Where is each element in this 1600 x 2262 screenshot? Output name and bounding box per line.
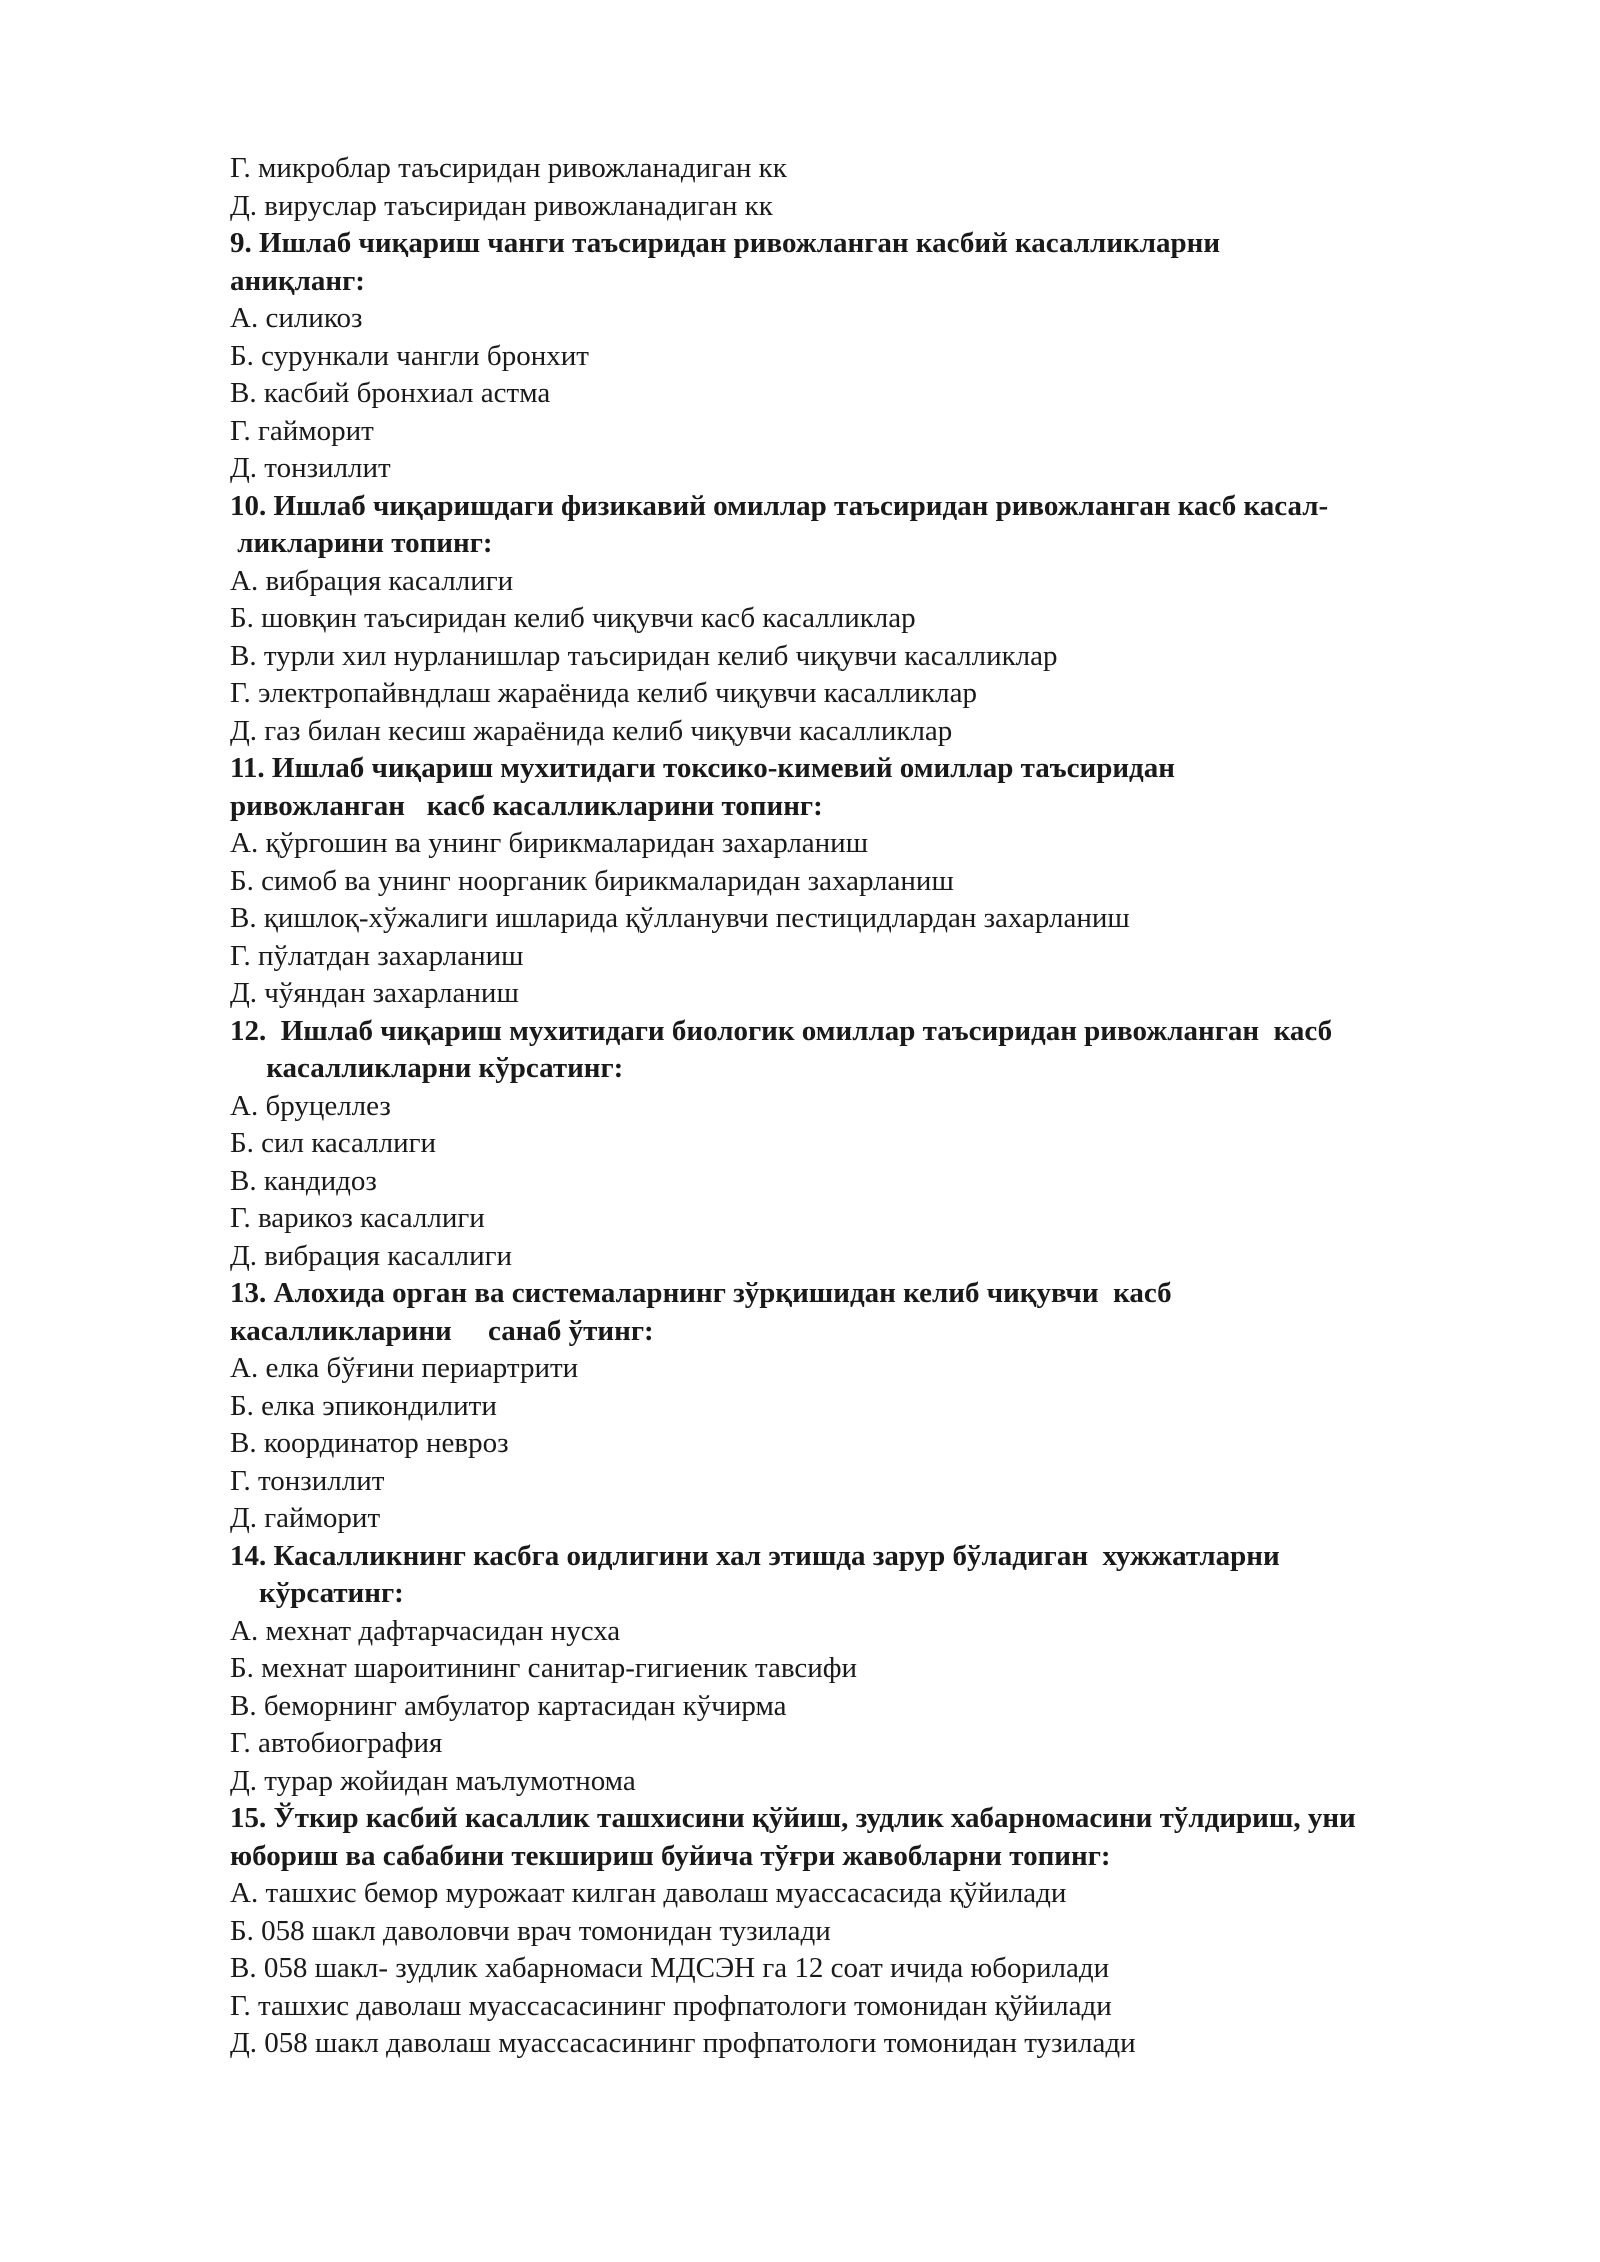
question-11	[230, 750, 1530, 1013]
question-13	[230, 1275, 1530, 1538]
lead-options	[230, 150, 1530, 225]
answer-option: Г. пўлатдан захарланиш	[230, 939, 524, 972]
answer-option: В. қишлоқ-хўжалиги ишларида қўлланувчи пестицидлардан захарланиш	[230, 902, 1130, 934]
question-15	[230, 1800, 1530, 2063]
answer-option: Б. 058 шакл даволовчи врач томонидан тузилади	[230, 1914, 831, 1947]
question-title: 12. Ишлаб чиқариш мухитидаги биологик омиллар таъсиридан ривожланган касб	[230, 1014, 1333, 1047]
answer-option: Г. автобиография	[230, 1727, 443, 1759]
answer-option: Г. электропайвндлаш жараёнида келиб чиқувчи касалликлар	[230, 677, 978, 709]
answer-option: А. бруцеллез	[230, 1089, 391, 1122]
document-page	[230, 150, 1530, 2063]
question-title: 15. Ўткир касбий касаллик ташхисини қўйиш, зудлик хабарномасини тўлдириш, уни	[230, 1802, 1356, 1834]
question-title: 13. Алохида орган ва системаларнинг зўрқишидан келиб чиқувчи касб	[230, 1277, 1172, 1309]
answer-option: А. ташхис бемор мурожаат килган даволаш муассасасида қўйилади	[230, 1877, 1067, 1909]
answer-option: А. силикоз	[230, 302, 363, 334]
answer-option: А. елка бўғини периартрити	[230, 1352, 579, 1384]
question-14	[230, 1538, 1530, 1801]
question-title-cont: касалликларини санаб ўтинг:	[230, 1314, 654, 1347]
answer-option: Д. турар жойидан маълумотнома	[230, 1764, 636, 1797]
answer-option: В. турли хил нурланишлар таъсиридан келиб чиқувчи касалликлар	[230, 639, 1058, 672]
answer-option: Г. микроблар таъсиридан ривожланадиган кк	[230, 152, 787, 184]
question-title-cont: кўрсатинг:	[230, 1577, 404, 1609]
answer-option: Б. сурункали чангли бронхит	[230, 339, 589, 372]
answer-option: В. касбий бронхиал астма	[230, 377, 551, 409]
answer-option: Г. гайморит	[230, 414, 374, 447]
question-title: 9. Ишлаб чиқариш чанги таъсиридан ривожланган касбий касалликларни	[230, 227, 1221, 259]
question-title-cont: юбориш ва сабабини текшириш буйича тўғри жавобларни топинг:	[230, 1839, 1111, 1872]
question-title: 14. Касалликнинг касбга оидлигини хал этишда зарур бўладиган хужжатларни	[230, 1539, 1280, 1572]
question-10	[230, 488, 1530, 751]
answer-option: Д. вибрация касаллиги	[230, 1239, 512, 1272]
answer-option: Д. вируслар таъсиридан ривожланадиган кк	[230, 189, 773, 222]
answer-option: А. вибрация касаллиги	[230, 564, 514, 597]
question-title: 10. Ишлаб чиқаришдаги физикавий омиллар таъсиридан ривожланган касб касал-	[230, 489, 1329, 522]
answer-option: Б. мехнат шароитининг санитар-гигиеник тавсифи	[230, 1652, 858, 1684]
answer-option: В. кандидоз	[230, 1164, 377, 1197]
answer-option: Г. тонзиллит	[230, 1464, 385, 1497]
answer-option: В. беморнинг амбулатор картасидан кўчирма	[230, 1689, 787, 1722]
question-title: 11. Ишлаб чиқариш мухитидаги токсико-кимевий омиллар таъсиридан	[230, 752, 1175, 784]
question-title-cont: аниқланг:	[230, 264, 365, 297]
answer-option: Д. 058 шакл даволаш муассасасининг профпатологи томонидан тузилади	[230, 2027, 1136, 2059]
answer-option: А. мехнат дафтарчасидан нусха	[230, 1614, 621, 1647]
answer-option: Д. гайморит	[230, 1502, 381, 1534]
question-12	[230, 1013, 1530, 1276]
question-title-cont: ривожланган касб касалликларини топинг:	[230, 789, 823, 822]
answer-option: Б. елка эпикондилити	[230, 1389, 497, 1422]
answer-option: Д. тонзиллит	[230, 452, 391, 484]
answer-option: В. 058 шакл- зудлик хабарномаси МДСЭН га 12 соат ичида юборилади	[230, 1952, 1110, 1984]
question-title-cont: ликларини топинг:	[230, 527, 493, 559]
answer-option: Б. симоб ва унинг ноорганик бирикмаларидан захарланиш	[230, 864, 954, 897]
question-9	[230, 225, 1530, 488]
answer-option: Г. ташхис даволаш муассасасининг профпатологи томонидан қўйилади	[230, 1989, 1112, 2022]
answer-option: А. қўргошин ва унинг бирикмаларидан захарланиш	[230, 827, 869, 859]
answer-option: Г. варикоз касаллиги	[230, 1202, 485, 1234]
question-title-cont: касалликларни кўрсатинг:	[230, 1052, 624, 1084]
answer-option: Б. сил касаллиги	[230, 1127, 437, 1159]
answer-option: Б. шовқин таъсиридан келиб чиқувчи касб касалликлар	[230, 602, 916, 634]
answer-option: В. координатор невроз	[230, 1427, 509, 1459]
answer-option: Д. газ билан кесиш жараёнида келиб чиқувчи касалликлар	[230, 714, 953, 747]
answer-option: Д. чўяндан захарланиш	[230, 977, 519, 1009]
